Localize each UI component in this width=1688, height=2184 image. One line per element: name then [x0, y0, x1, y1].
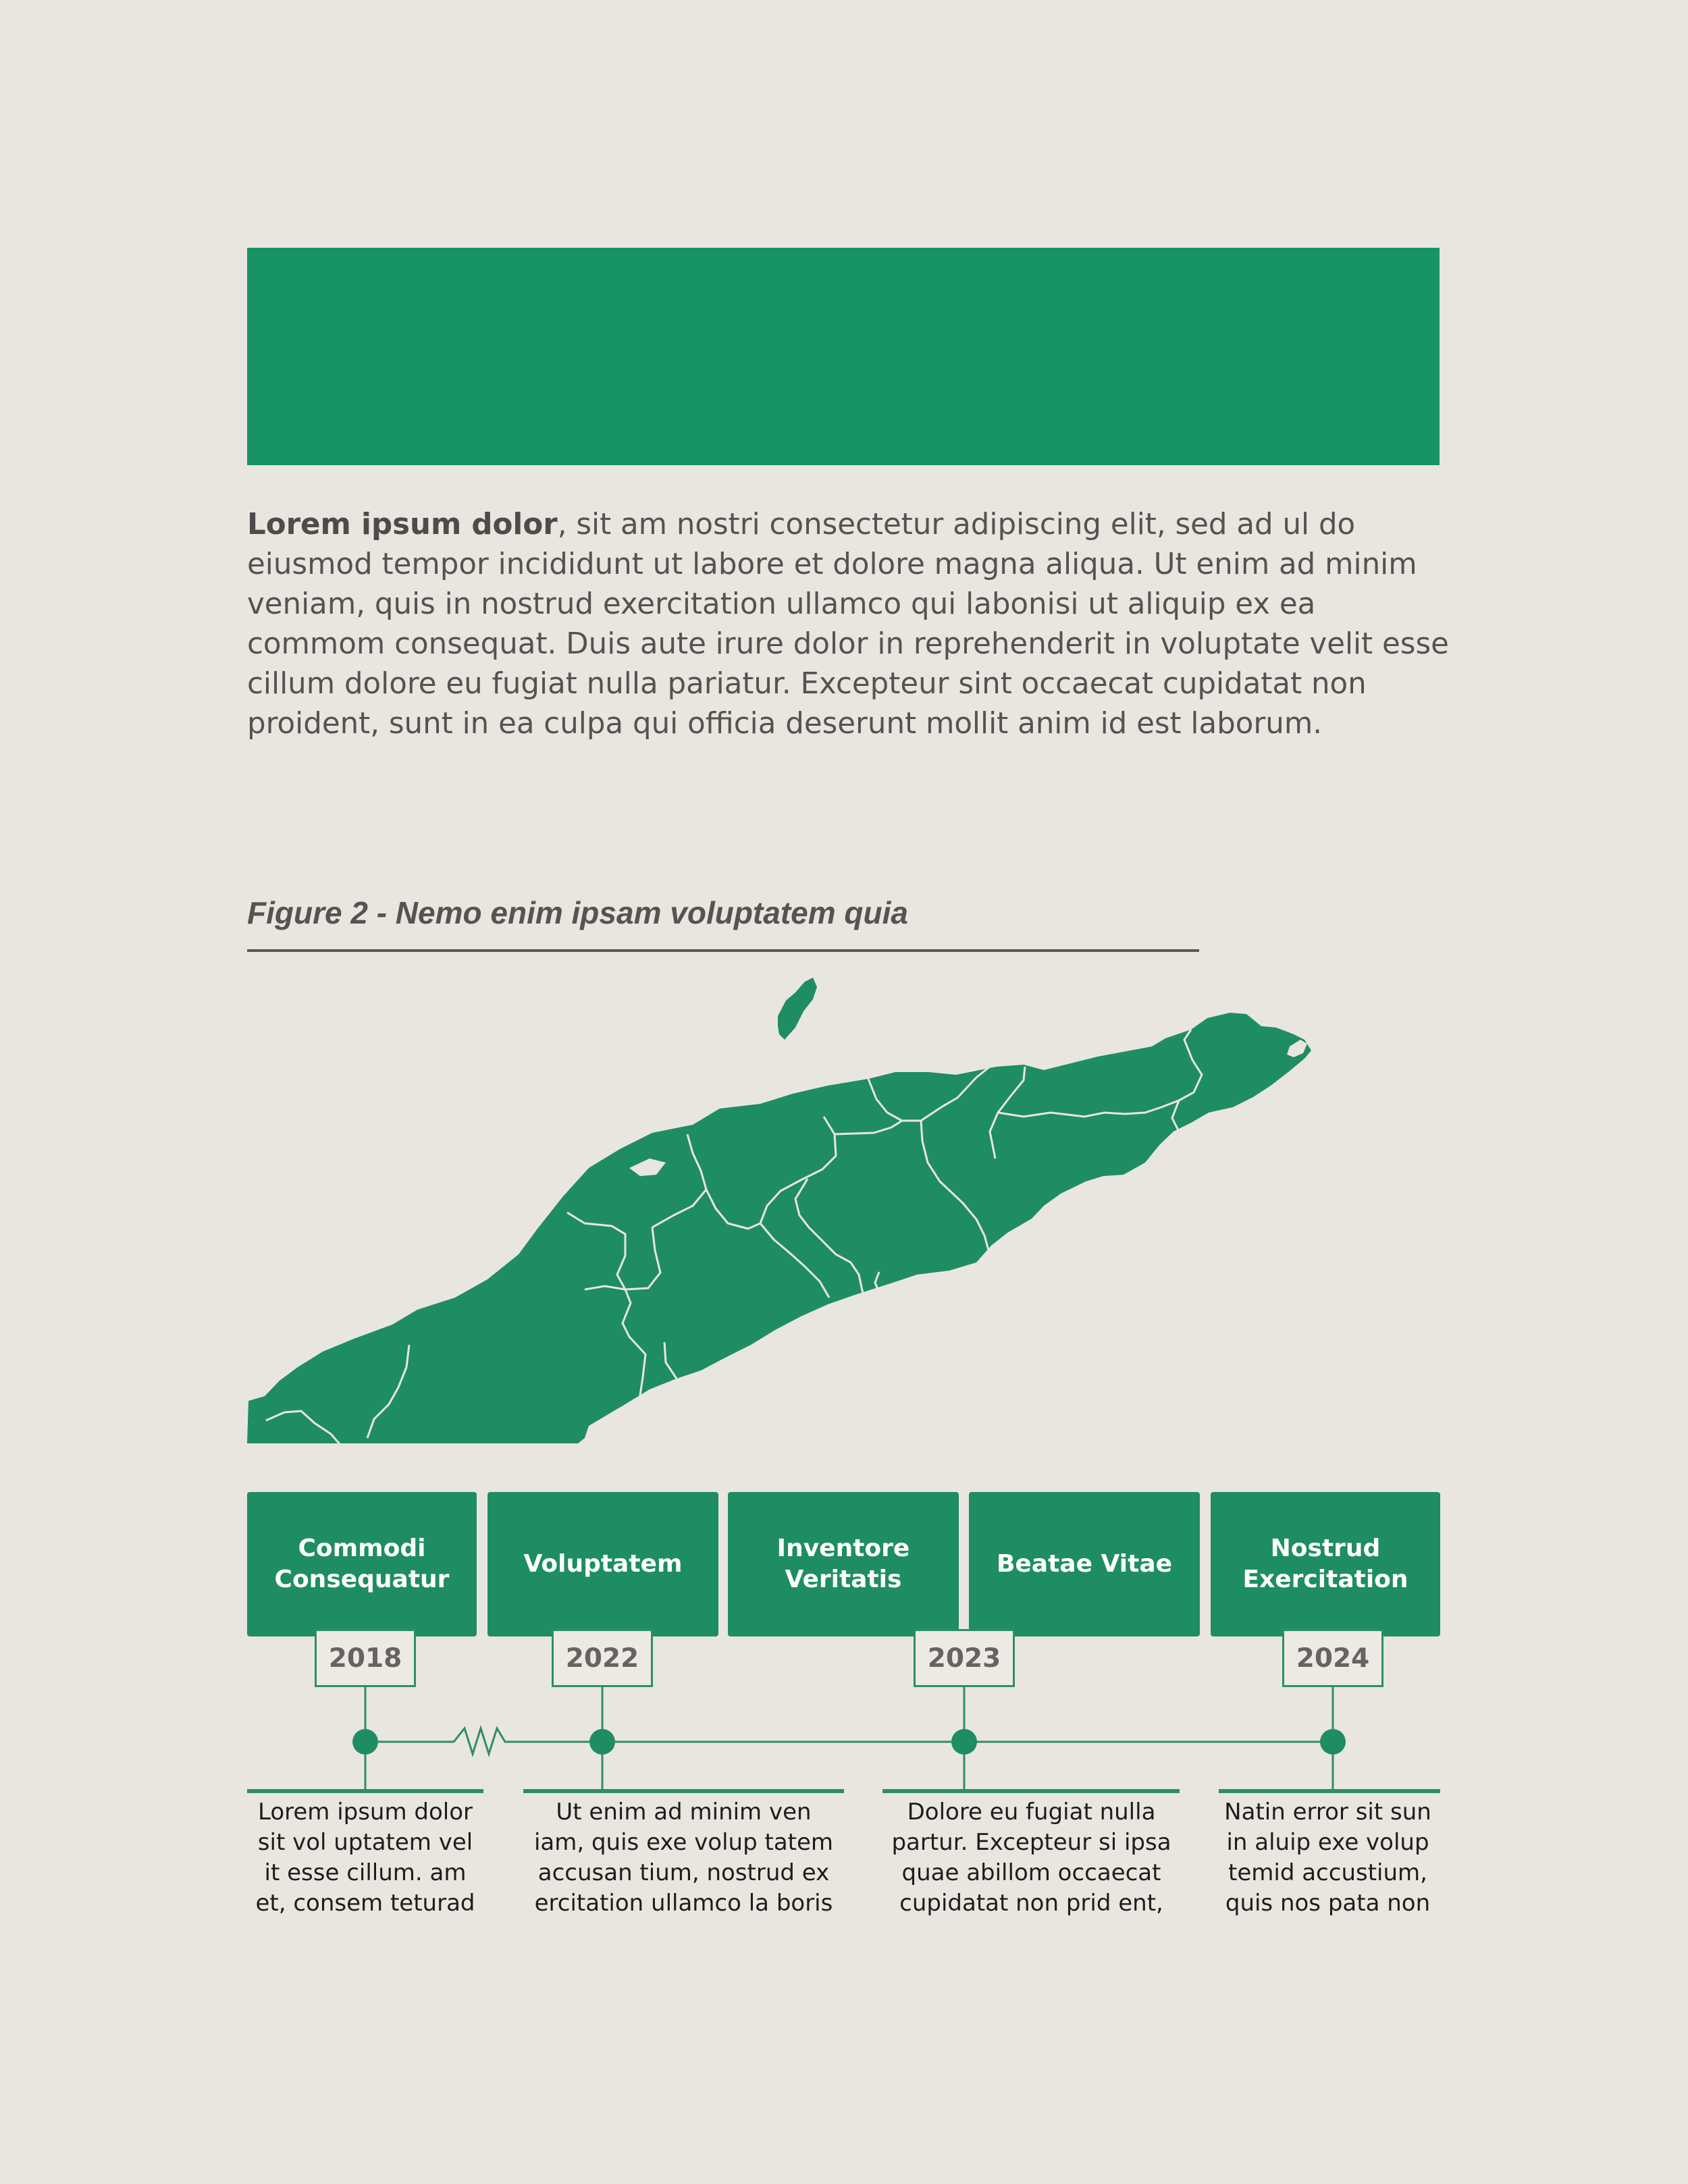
- figure-title: Figure 2 - Nemo enim ipsam voluptatem quia: [247, 895, 908, 930]
- milestone-description-4: Natin error sit sun in aluip exe volup temid accustium, quis nos pata non: [1224, 1799, 1431, 1917]
- description-rule-2: [523, 1789, 844, 1793]
- timeline-dot-2023: [951, 1729, 977, 1755]
- description-rule-1: [247, 1789, 483, 1793]
- milestone-card-4-label: Beatae Vitae: [996, 1550, 1173, 1578]
- year-badge-2022: 2022: [552, 1629, 653, 1687]
- intro-lead: Lorem ipsum dolor: [247, 508, 558, 541]
- intro-body: , sit am nostri consectetur adipiscing elit, sed ad ul do eiusmod tempor incididunt ut labore et dolore magna aliqua. Ut enim ad minim veniam, quis in nostrud exercitation ullamco qui labonisi ut aliquip ex ea commom consequat. Duis aute irure dolor in reprehenderit in voluptate velit esse cillum dolore eu fugiat nulla pariatur. Excepteur sint occaecat cupidatat non proident, sunt in ea culpa qui officia deserunt mollit anim id est laborum.: [247, 508, 1449, 741]
- milestone-card-2: [487, 1492, 718, 1636]
- milestone-card-1: [247, 1492, 477, 1636]
- milestone-card-5: [1211, 1492, 1440, 1636]
- description-rule-4: [1219, 1789, 1440, 1793]
- year-badge-2023: 2023: [914, 1629, 1015, 1687]
- timeline-dot-2022: [589, 1729, 615, 1755]
- milestone-card-4: [969, 1492, 1200, 1636]
- year-badge-2018: 2018: [315, 1629, 416, 1687]
- year-badge-2024: 2024: [1282, 1629, 1383, 1687]
- milestone-card-1-label: Commodi Consequatur: [274, 1535, 450, 1593]
- timeline-dot-2018: [352, 1729, 378, 1755]
- description-rule-3: [882, 1789, 1180, 1793]
- milestone-description-1: Lorem ipsum dolor sit vol uptatem vel it esse cillum. am et, consem teturad: [255, 1799, 475, 1917]
- milestone-card-5-label: Nostrud Exercitation: [1242, 1535, 1408, 1593]
- milestone-card-3-label: Inventore Veritatis: [776, 1535, 910, 1593]
- milestone-description-3: Dolore eu fugiat nulla partur. Excepteur si ipsa quae abillom occaecat cupidatat non prid ent,: [891, 1799, 1171, 1917]
- timeline-dot-2024: [1320, 1729, 1346, 1755]
- milestone-card-2-label: Voluptatem: [523, 1550, 683, 1578]
- milestone-card-3: [728, 1492, 959, 1636]
- milestone-description-2: Ut enim ad minim ven iam, quis exe volup tatem accusan tium, nostrud ex ercitation ullamco la boris: [533, 1799, 834, 1917]
